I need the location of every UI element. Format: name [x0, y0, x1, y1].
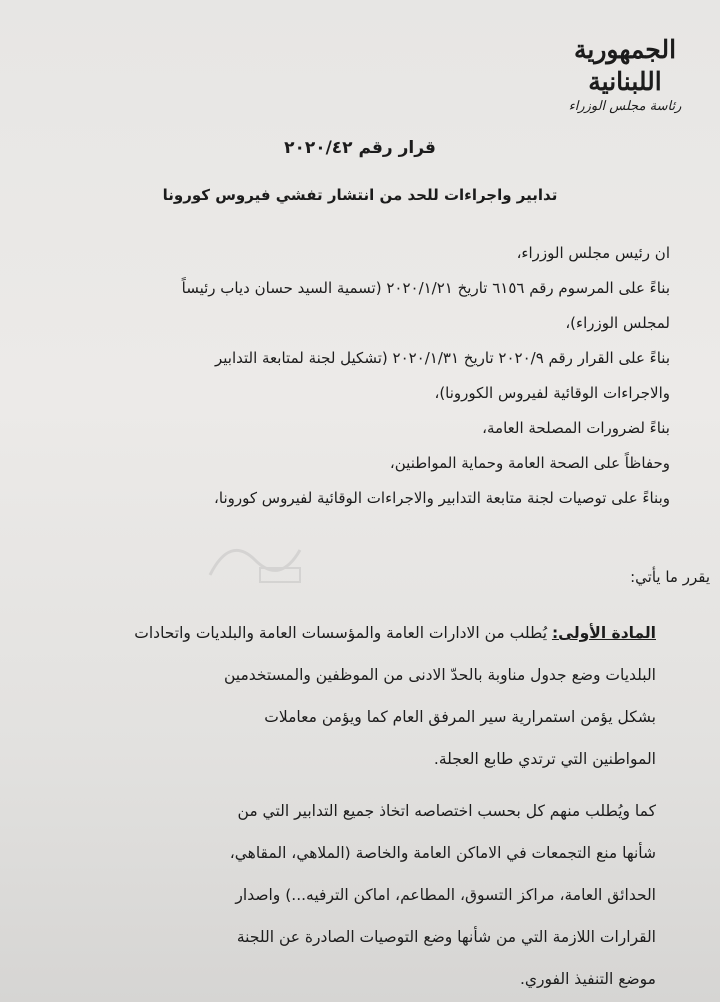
preamble-line: وبناءً على توصيات لجنة متابعة التدابير والاجراءات الوقائية لفيروس كورونا، — [214, 489, 670, 507]
letterhead-presidency: رئاسة مجلس الوزراء — [568, 99, 682, 114]
preamble — [30, 236, 670, 516]
article-one — [36, 612, 656, 1000]
preamble-line: بناءً على المرسوم رقم ٦١٥٦ تاريخ ٢٠٢٠/١/٢١ (تسمية السيد حسان دياب رئيساً — [181, 279, 670, 297]
preamble-line: بناءً على القرار رقم ٢٠٢٠/٩ تاريخ ٢٠٢٠/١/٣١ (تشكيل لجنة لمتابعة التدابير — [214, 349, 670, 367]
preamble-line: لمجلس الوزراء)، — [565, 314, 670, 332]
article-one-line — [36, 612, 656, 654]
article-one-line: البلديات وضع جدول مناوبة بالحدّ الادنى من الموظفين والمستخدمين — [223, 666, 656, 684]
article-one-line: شأنها منع التجمعات في الاماكن العامة والخاصة (الملاهي، المقاهي، — [229, 844, 656, 862]
letterhead — [540, 34, 710, 116]
article-one-line: موضع التنفيذ الفوري. — [519, 970, 656, 988]
article-one-line: المواطنين التي ترتدي طابع العجلة. — [433, 750, 656, 768]
article-one-line: القرارات اللازمة التي من شأنها وضع التوصيات الصادرة عن اللجنة — [236, 928, 656, 946]
article-one-label: المادة الأولى: — [551, 624, 656, 642]
article-one-line: الحدائق العامة، مراكز التسوق، المطاعم، اماكن الترفيه...) واصدار — [235, 886, 656, 904]
decision-title: قرار رقم ٢٠٢٠/٤٢ — [284, 138, 436, 158]
preamble-line: بناءً لضرورات المصلحة العامة، — [482, 419, 670, 437]
article-one-line: بشكل يؤمن استمرارية سير المرفق العام كما ويؤمن معاملات — [264, 708, 656, 726]
article-one-line: كما ويُطلب منهم كل بحسب اختصاصه اتخاذ جميع التدابير التي من — [237, 802, 656, 820]
preamble-line: وحفاظاً على الصحة العامة وحماية المواطنين، — [389, 454, 670, 472]
article-one-text: يُطلب من الادارات العامة والمؤسسات العامة والبلديات واتحادات — [134, 624, 548, 642]
preamble-line: ان رئيس مجلس الوزراء، — [516, 244, 670, 262]
letterhead-republic: الجمهورية اللبنانية — [573, 35, 677, 96]
decision-subtitle: تدابير واجراءات للحد من انتشار تفشي فيروس كورونا — [162, 186, 558, 204]
decree-heading: يقرر ما يأتي: — [630, 568, 710, 586]
preamble-line: والاجراءات الوقائية لفيروس الكورونا)، — [434, 384, 670, 402]
faint-stamp-mark — [200, 530, 310, 590]
